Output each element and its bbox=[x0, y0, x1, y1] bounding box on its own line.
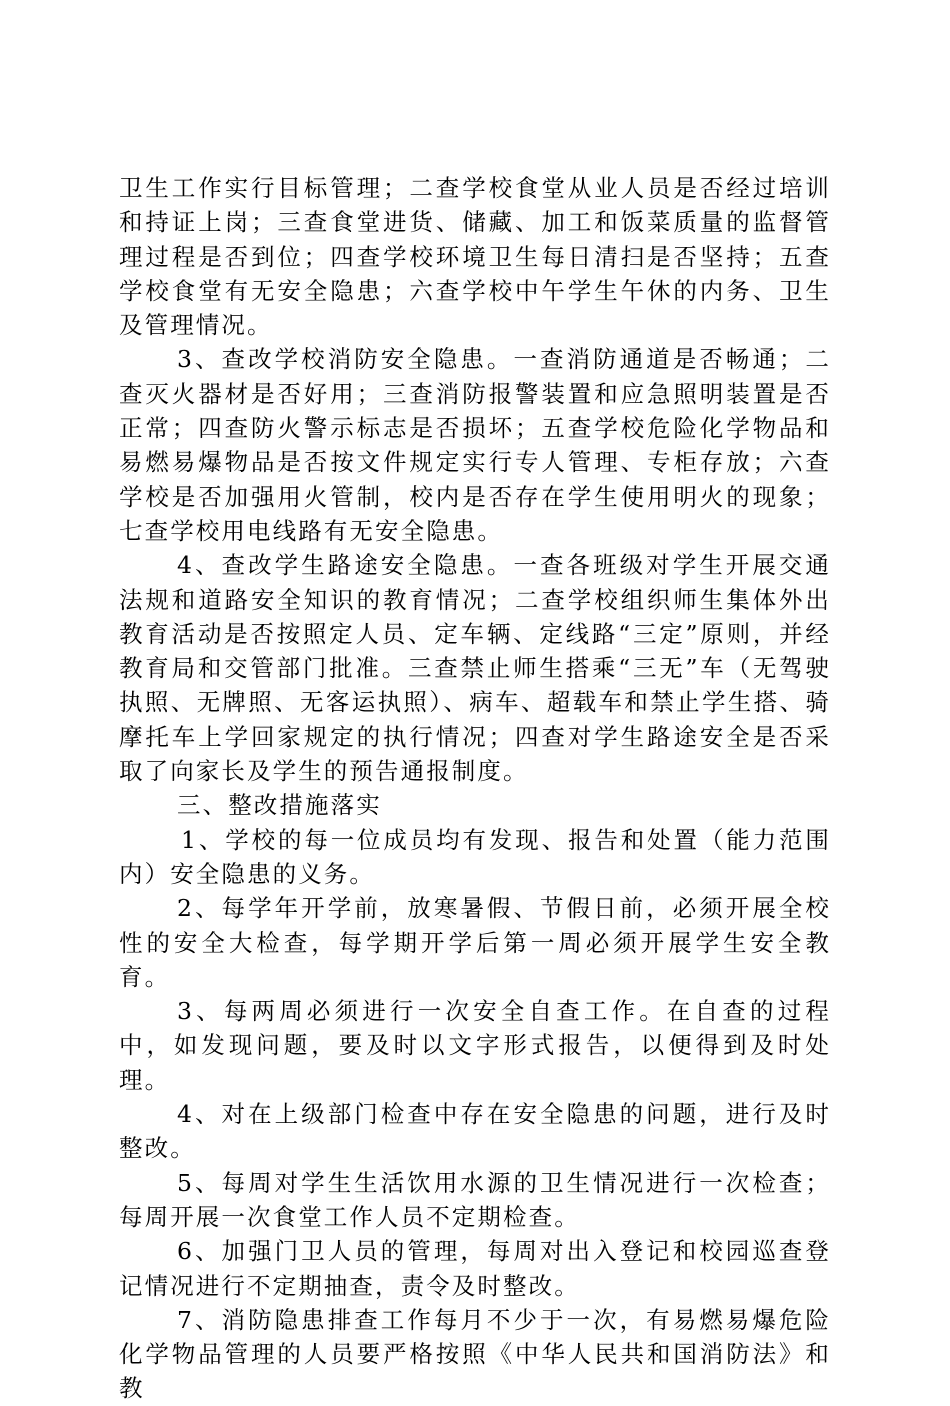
paragraph-measure-3: 3、每两周必须进行一次安全自查工作。在自查的过程中，如发现问题，要及时以文字形式报告，以便得到及时处理。 bbox=[119, 997, 831, 1094]
paragraph-measure-5: 5、每周对学生生活饮用水源的卫生情况进行一次检查；每周开展一次食堂工作人员不定期检查。 bbox=[119, 1168, 831, 1231]
paragraph-food-safety-continuation: 卫生工作实行目标管理；二查学校食堂从业人员是否经过培训和持证上岗；三查食堂进货、储藏、加工和饭菜质量的监督管理过程是否到位；四查学校环境卫生每日清扫是否坚持；五查学校食堂有无安全隐患；六查学校中午学生午休的内务、卫生及管理情况。 bbox=[119, 174, 831, 340]
paragraph-measure-2: 2、每学年开学前，放寒暑假、节假日前，必须开展全校性的安全大检查，每学期开学后第一周必须开展学生安全教育。 bbox=[119, 894, 831, 991]
paragraph-measure-1: 1、学校的每一位成员均有发现、报告和处置（能力范围内）安全隐患的义务。 bbox=[119, 825, 831, 888]
section-heading-rectification: 三、整改措施落实 bbox=[177, 791, 382, 820]
paragraph-measure-7: 7、消防隐患排查工作每月不少于一次，有易燃易爆危险化学物品管理的人员要严格按照《中华人民共和国消防法》和教 bbox=[119, 1305, 831, 1403]
document-body bbox=[119, 171, 831, 1406]
paragraph-road-safety: 4、查改学生路途安全隐患。一查各班级对学生开展交通法规和道路安全知识的教育情况；二查学校组织师生集体外出教育活动是否按照定人员、定车辆、定线路“三定”原则，并经教育局和交管部门批准。三查禁止师生搭乘“三无”车（无驾驶执照、无牌照、无客运执照）、病车、超载车和禁止学生搭、骑摩托车上学回家规定的执行情况；四查对学生路途安全是否采取了向家长及学生的预告通报制度。 bbox=[119, 551, 831, 786]
paragraph-measure-6: 6、加强门卫人员的管理，每周对出入登记和校园巡查登记情况进行不定期抽查，责令及时整改。 bbox=[119, 1237, 831, 1300]
paragraph-fire-safety: 3、查改学校消防安全隐患。一查消防通道是否畅通；二查灭火器材是否好用；三查消防报警装置和应急照明装置是否正常；四查防火警示标志是否损坏；五查学校危险化学物品和易燃易爆物品是否按文件规定实行专人管理、专柜存放；六查学校是否加强用火管制，校内是否存在学生使用明火的现象；七查学校用电线路有无安全隐患。 bbox=[119, 345, 831, 545]
paragraph-measure-4: 4、对在上级部门检查中存在安全隐患的问题，进行及时整改。 bbox=[119, 1100, 831, 1163]
